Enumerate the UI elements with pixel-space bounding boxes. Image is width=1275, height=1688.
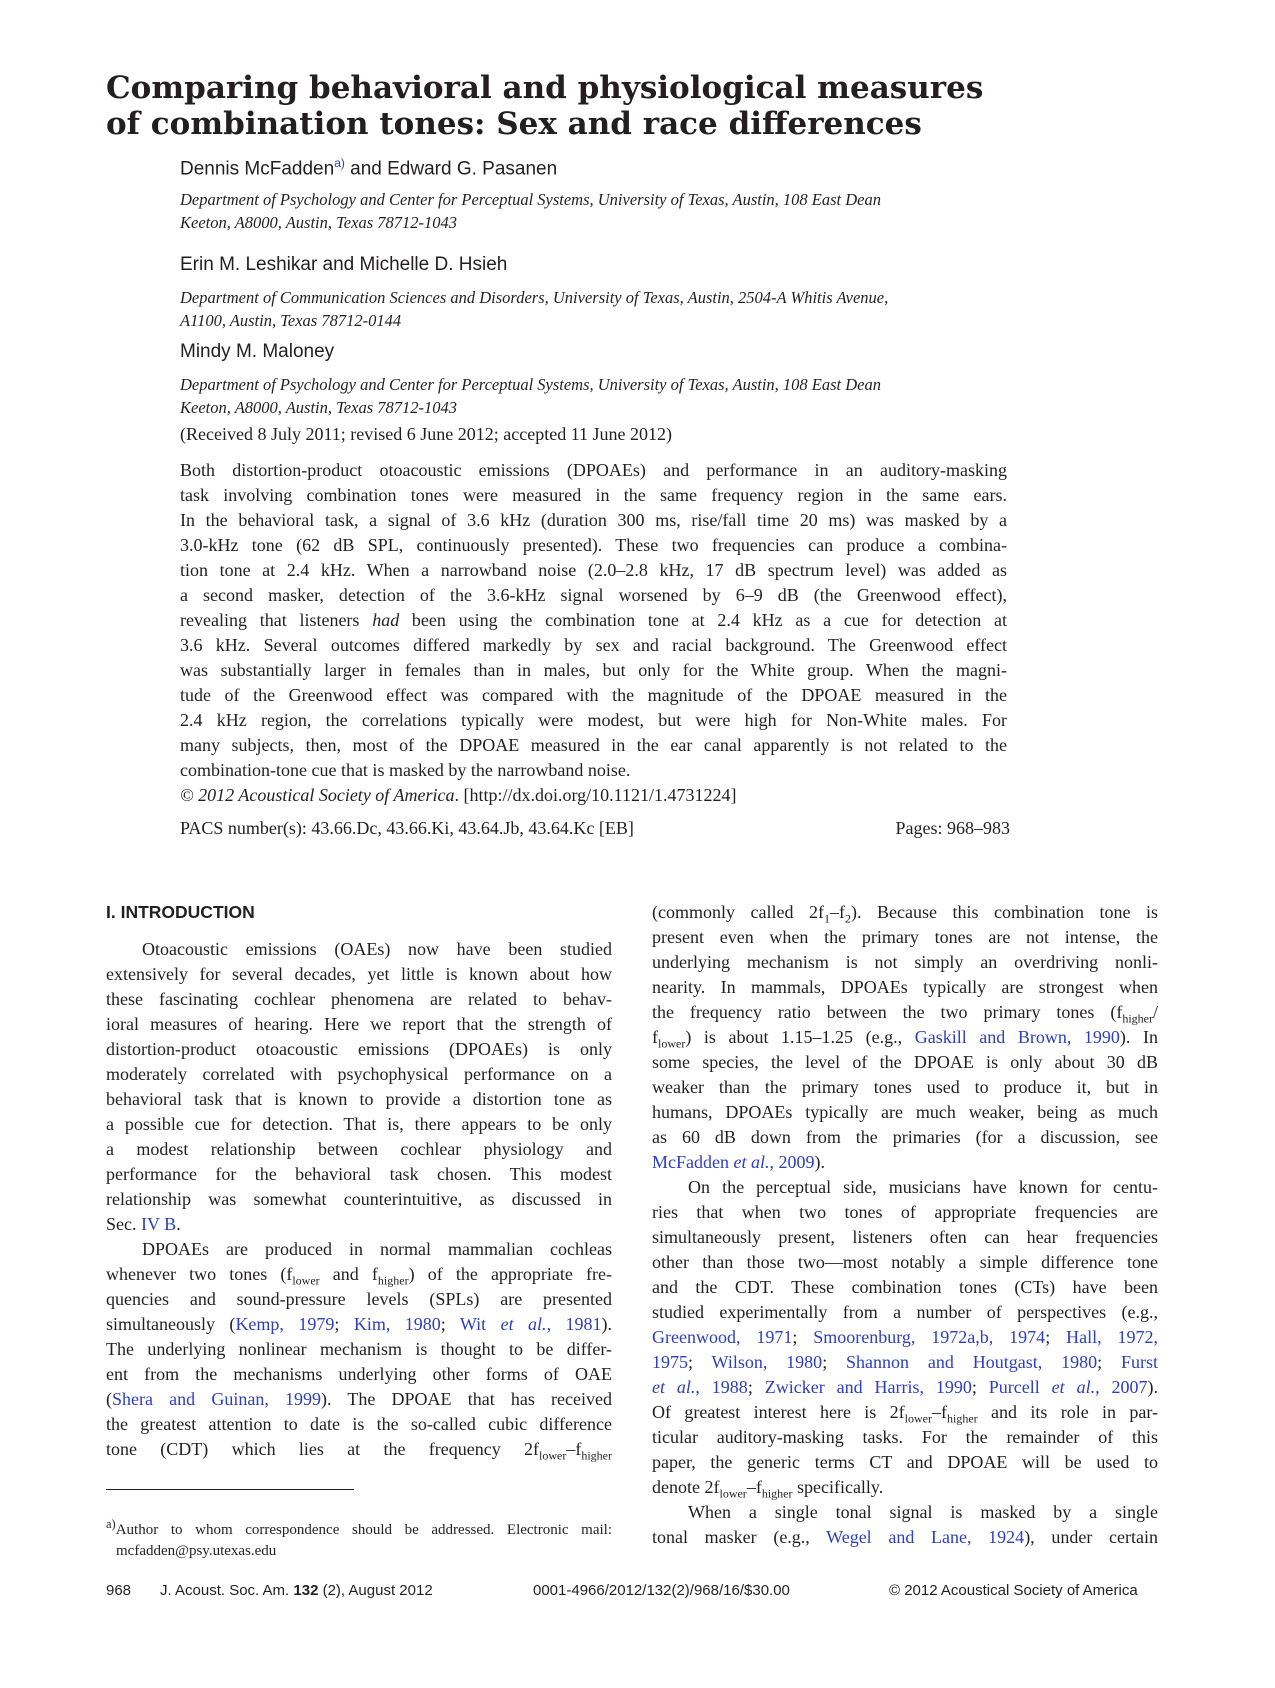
section-heading: I. INTRODUCTION: [106, 902, 255, 922]
body-line: paper, the generic terms CT and DPOAE will be used to: [652, 1452, 1158, 1472]
text: .: [176, 1214, 181, 1234]
citation-link[interactable]: Shera and Guinan, 1999: [112, 1389, 322, 1409]
text: denote 2f: [652, 1477, 720, 1497]
text: ).: [1147, 1377, 1158, 1397]
body-line: [652, 1525, 1158, 1550]
body-line: [652, 1325, 1158, 1350]
subscript: higher: [377, 1273, 409, 1288]
body-line: quencies and sound-pressure levels (SPLs) are presented: [106, 1289, 612, 1309]
abstract-line: was substantially larger in females than in males, but only for the White group. When the magni-: [180, 660, 1007, 680]
body-line: [106, 1262, 612, 1287]
abstract-line: tion tone at 2.4 kHz. When a narrowband noise (2.0–2.8 kHz, 17 dB spectrum level) was added as: [180, 560, 1007, 580]
body-line: ent from the mechanisms underlying other forms of OAE: [106, 1364, 612, 1384]
citation-link[interactable]: Hall, 1972,: [1066, 1327, 1158, 1347]
body-line: [106, 1212, 612, 1237]
subscript: higher: [1122, 1011, 1153, 1026]
abstract-line: many subjects, then, most of the DPOAE measured in the ear canal apparently is not related to the: [180, 735, 1007, 755]
text: ). The DPOAE that has received: [321, 1389, 613, 1409]
body-line: behavioral task that is known to provide a distortion tone as: [106, 1089, 612, 1109]
abstract-line: combination-tone cue that is masked by the narrowband noise.: [180, 760, 631, 780]
text: ). Because this combination tone is: [850, 902, 1158, 922]
body-line: ticular auditory-masking tasks. For the remainder of this: [652, 1427, 1158, 1447]
body-line: [652, 1375, 1158, 1400]
body-line: underlying mechanism is not simply an overdriving nonli-: [652, 952, 1158, 972]
text: (: [106, 1389, 112, 1409]
pacs-numbers: PACS number(s): 43.66.Dc, 43.66.Ki, 43.64.Jb, 43.64.Kc [EB]: [180, 818, 634, 838]
text: ;: [334, 1314, 354, 1334]
text: ;: [440, 1314, 460, 1334]
subscript: lower: [658, 1036, 686, 1051]
text: ).: [601, 1314, 612, 1334]
text: tone (CDT) which lies at the frequency 2f: [106, 1439, 540, 1459]
body-line: performance for the behavioral task chosen. This modest: [106, 1164, 612, 1184]
citation-link[interactable]: Wilson, 1980: [711, 1352, 823, 1372]
affiliation-line: A1100, Austin, Texas 78712-0144: [180, 311, 402, 330]
affiliation-line: Department of Psychology and Center for Perceptual Systems, University of Texas, Austin, 108 East Dean: [180, 190, 882, 209]
citation-link[interactable]: Wit et al., 1981: [459, 1314, 602, 1334]
author-line-1: [180, 156, 557, 180]
subscript: higher: [761, 1486, 793, 1501]
affiliation-line: Department of Psychology and Center for Perceptual Systems, University of Texas, Austin, 108 East Dean: [180, 375, 882, 394]
body-line: [652, 1025, 1158, 1050]
body-line: distortion-product otoacoustic emissions (DPOAEs) is only: [106, 1039, 612, 1059]
body-line: a modest relationship between cochlear physiology and: [106, 1139, 612, 1159]
abstract-line: tude of the Greenwood effect was compared with the magnitude of the DPOAE measured in the: [180, 685, 1007, 705]
body-line: ioral measures of hearing. Here we report that the strength of: [106, 1014, 612, 1034]
body-line: studied experimentally from a number of perspectives (e.g.,: [652, 1302, 1158, 1322]
body-line: [652, 900, 1158, 925]
body-line: the greatest attention to date is the so-called cubic difference: [106, 1414, 612, 1434]
body-line: [652, 1400, 1158, 1425]
title-line-2: of combination tones: Sex and race differences: [106, 106, 922, 142]
abstract-line: 3.0-kHz tone (62 dB SPL, continuously presented). These two frequencies can produce a combina-: [180, 535, 1007, 555]
text: ) of the appropriate fre-: [408, 1264, 613, 1284]
body-line: DPOAEs are produced in normal mammalian cochleas: [142, 1239, 612, 1259]
affiliation-1: [180, 188, 1010, 234]
footnote-line: [106, 1514, 612, 1541]
subscript: 2: [844, 911, 851, 926]
abstract-line: Both distortion-product otoacoustic emissions (DPOAEs) and performance in an auditory-masking: [180, 460, 1007, 480]
copyright-doi-line: [180, 783, 1007, 808]
text: –f: [566, 1439, 582, 1459]
received-dates: (Received 8 July 2011; revised 6 June 2012; accepted 11 June 2012): [180, 424, 673, 444]
text: tonal masker (e.g.,: [652, 1527, 827, 1547]
text: and f: [319, 1264, 378, 1284]
footer-page-number: 968: [106, 1582, 132, 1599]
body-line: present even when the primary tones are not intense, the: [652, 927, 1158, 947]
text: the frequency ratio between the two primary tones (f: [652, 1002, 1123, 1022]
affiliation-line: Keeton, A8000, Austin, Texas 78712-1043: [180, 213, 457, 232]
footnote-divider: [106, 1489, 354, 1490]
body-line: On the perceptual side, musicians have known for centu-: [688, 1177, 1158, 1197]
citation-link[interactable]: et al., 1988: [652, 1377, 748, 1397]
citation-link[interactable]: Gaskill and Brown, 1990: [914, 1027, 1120, 1047]
author-line-3: Mindy M. Maloney: [180, 341, 335, 362]
body-line: ries that when two tones of appropriate frequencies are: [652, 1202, 1158, 1222]
right-column: [652, 900, 1158, 1550]
body-line: as 60 dB down from the primaries (for a discussion, see: [652, 1127, 1158, 1147]
abstract-line: 2.4 kHz region, the correlations typically were modest, but were high for Non-White males. For: [180, 710, 1007, 730]
body-line: and the CDT. These combination tones (CTs) have been: [652, 1277, 1158, 1297]
text: whenever two tones (f: [106, 1264, 293, 1284]
left-column: [106, 900, 612, 1462]
text: ).: [814, 1152, 825, 1172]
citation-link[interactable]: Furst: [1120, 1352, 1158, 1372]
body-line: other than those two—most notably a simple difference tone: [652, 1252, 1158, 1272]
text: –f: [746, 1477, 762, 1497]
affiliation-line: Department of Communication Sciences and Disorders, University of Texas, Austin, 2504-A Whitis Avenue,: [180, 288, 889, 307]
text: Sec.: [106, 1214, 141, 1234]
citation-link[interactable]: Greenwood, 1971: [652, 1327, 793, 1347]
body-line: nearity. In mammals, DPOAEs typically are strongest when: [652, 977, 1158, 997]
body-line: a possible cue for detection. That is, there appears to be only: [106, 1114, 612, 1134]
text: J. Acoust. Soc. Am.: [160, 1582, 294, 1599]
citation-link[interactable]: Shannon and Houtgast, 1980: [846, 1352, 1098, 1372]
text: ). In: [1119, 1027, 1158, 1047]
text: ;: [747, 1377, 765, 1397]
text: ;: [971, 1377, 989, 1397]
text: ), under certain: [1024, 1527, 1158, 1547]
footnote-marker: a): [106, 1517, 116, 1531]
affiliation-2: [180, 286, 1010, 332]
subscript: 1: [823, 911, 830, 926]
body-line: moderately correlated with psychophysical performance on a: [106, 1064, 612, 1084]
text: Author to whom correspondence should be addressed. Electronic mail:: [115, 1522, 612, 1538]
text: f: [652, 1027, 658, 1047]
copyright-society: © 2012 Acoustical Society of America: [180, 785, 455, 805]
body-line: [652, 1475, 1158, 1500]
subscript: lower: [904, 1411, 932, 1426]
text: ) is about 1.15–1.25 (e.g.,: [685, 1027, 915, 1047]
text: (2), August 2012: [318, 1582, 433, 1599]
volume: 132: [293, 1582, 319, 1599]
body-line: simultaneously present, listeners often can hear frequencies: [652, 1227, 1158, 1247]
subscript: lower: [719, 1486, 747, 1501]
footnote: [106, 1514, 612, 1562]
body-line: [652, 1150, 1158, 1175]
affiliation-3: [180, 373, 1010, 419]
text: ;: [792, 1327, 814, 1347]
citation-link[interactable]: Smoorenburg, 1972a,b, 1974: [813, 1327, 1046, 1347]
footnote-email[interactable]: mcfadden@psy.utexas.edu: [116, 1543, 277, 1559]
body-line: weaker than the primary tones used to produce it, but in: [652, 1077, 1158, 1097]
subscript: higher: [947, 1411, 978, 1426]
body-line: [106, 1387, 612, 1412]
text: and its role in par-: [977, 1402, 1158, 1422]
citation-link[interactable]: Kemp, 1979: [235, 1314, 335, 1334]
citation-link[interactable]: 1975: [652, 1352, 688, 1372]
doi-link[interactable]: . [http://dx.doi.org/10.1121/1.4731224]: [454, 785, 737, 805]
abstract-line: revealing that listeners had been using the combination tone at 2.4 kHz as a cue for detection at: [180, 610, 1007, 630]
citation-link[interactable]: Kim, 1980: [353, 1314, 441, 1334]
author-names: and Edward G. Pasanen: [344, 158, 558, 180]
body-line: relationship was somewhat counterintuitive, as discussed in: [106, 1189, 612, 1209]
text: (commonly called 2f: [652, 902, 824, 922]
body-line: When a single tonal signal is masked by a single: [688, 1502, 1158, 1522]
subscript: higher: [581, 1448, 612, 1463]
text: –f: [932, 1402, 947, 1422]
paper-title: [106, 70, 1006, 142]
citation-link[interactable]: Zwicker and Harris, 1990: [764, 1377, 972, 1397]
text: ;: [1097, 1352, 1121, 1372]
body-line: [652, 1000, 1158, 1025]
author-names: Dennis McFadden: [180, 158, 335, 180]
body-line: humans, DPOAEs typically are much weaker, being as much: [652, 1102, 1158, 1122]
abstract-line: a second masker, detection of the 3.6-kHz signal worsened by 6–9 dB (the Greenwood effect),: [180, 585, 1007, 605]
body-line: [652, 1350, 1158, 1375]
text: specifically.: [792, 1477, 884, 1497]
footer-copyright: © 2012 Acoustical Society of America: [889, 1582, 1138, 1599]
body-line: these fascinating cochlear phenomena are related to behav-: [106, 989, 612, 1009]
author-line-2: Erin M. Leshikar and Michelle D. Hsieh: [180, 254, 508, 275]
body-line: [106, 1312, 612, 1337]
section-link[interactable]: IV B: [141, 1214, 177, 1234]
body-line: The underlying nonlinear mechanism is thought to be differ-: [106, 1339, 612, 1359]
subscript: lower: [292, 1273, 320, 1288]
footnote-marker[interactable]: a): [334, 156, 345, 170]
text: –f: [829, 902, 845, 922]
body-line: some species, the level of the DPOAE is only about 30 dB: [652, 1052, 1158, 1072]
abstract: [180, 458, 1007, 808]
text: Of greatest interest here is 2f: [652, 1402, 905, 1422]
citation-link[interactable]: McFadden et al., 2009: [652, 1152, 815, 1172]
title-line-1: Comparing behavioral and physiological measures: [106, 70, 984, 106]
body-line: extensively for several decades, yet little is known about how: [106, 964, 612, 984]
page-range: Pages: 968–983: [895, 818, 1010, 838]
affiliation-line: Keeton, A8000, Austin, Texas 78712-1043: [180, 398, 457, 417]
text: ;: [1045, 1327, 1067, 1347]
citation-link[interactable]: Purcell et al., 2007: [988, 1377, 1148, 1397]
body-line: Otoacoustic emissions (OAEs) now have been studied: [142, 939, 612, 959]
text: ;: [822, 1352, 847, 1372]
abstract-line: task involving combination tones were measured in the same frequency region in the same ears.: [180, 485, 1007, 505]
footer-journal: [160, 1582, 433, 1599]
text: simultaneously (: [106, 1314, 236, 1334]
subscript: lower: [539, 1448, 567, 1463]
citation-link[interactable]: Wegel and Lane, 1924: [826, 1527, 1025, 1547]
abstract-line: In the behavioral task, a signal of 3.6 kHz (duration 300 ms, rise/fall time 20 ms) was masked by a: [180, 510, 1007, 530]
text: ;: [688, 1352, 712, 1372]
body-line: [106, 1437, 612, 1462]
text: /: [1152, 1002, 1158, 1022]
footer-code: 0001-4966/2012/132(2)/968/16/$30.00: [533, 1582, 790, 1599]
abstract-line: 3.6 kHz. Several outcomes differed markedly by sex and racial background. The Greenwood effect: [180, 635, 1007, 655]
